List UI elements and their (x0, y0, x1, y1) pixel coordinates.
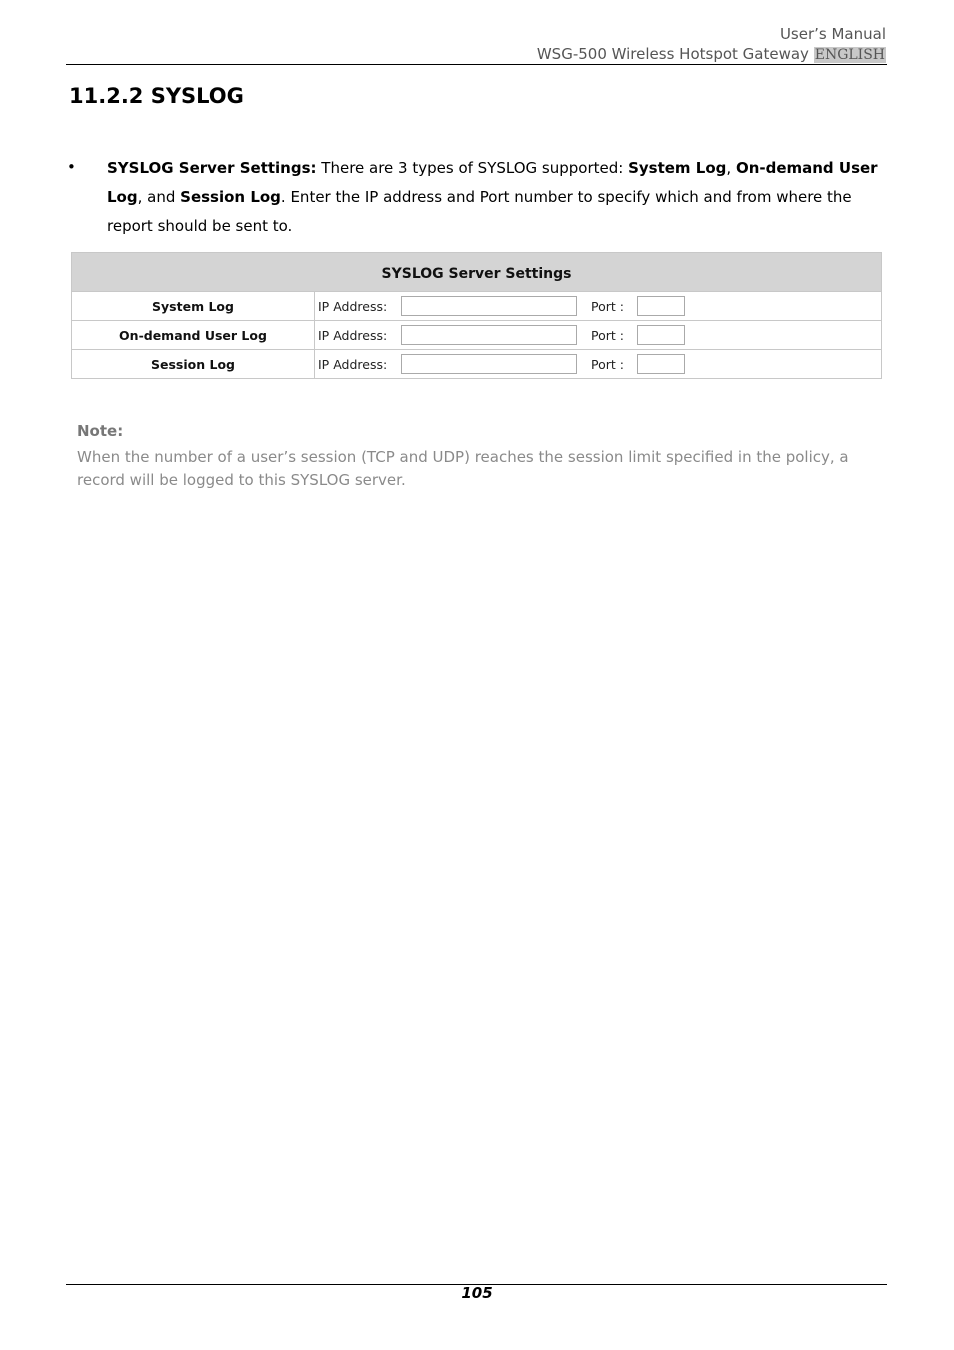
system-log-ip-input[interactable] (401, 296, 577, 316)
bullet-icon: • (67, 158, 76, 176)
description-lead: SYSLOG Server Settings: (107, 159, 317, 177)
port-label: Port : (591, 357, 624, 372)
type-system-log: System Log (628, 159, 727, 177)
table-row-system-log (72, 292, 882, 321)
ip-address-label: IP Address: (318, 328, 388, 343)
table-row-session-log (72, 350, 882, 379)
type-session-log: Session Log (180, 188, 281, 206)
row-label-session-log: Session Log (72, 350, 315, 379)
ip-address-label: IP Address: (318, 299, 388, 314)
type-on-demand-user-log: On-demand User Log (107, 159, 878, 206)
language-label: ENGLISH (814, 47, 885, 63)
port-label: Port : (591, 328, 624, 343)
description-separator-1: , (726, 159, 736, 177)
row-label-on-demand-user-log: On-demand User Log (72, 321, 315, 350)
ip-address-label: IP Address: (318, 357, 388, 372)
page-header (537, 24, 886, 65)
row-label-system-log: System Log (72, 292, 315, 321)
row-fields (315, 350, 882, 379)
session-log-ip-input[interactable] (401, 354, 577, 374)
product-name: WSG-500 Wireless Hotspot Gateway (536, 45, 809, 63)
port-label: Port : (591, 299, 624, 314)
manual-title: User’s Manual (779, 25, 886, 43)
product-title (537, 44, 886, 65)
description-separator-2: , and (137, 188, 181, 206)
note-title: Note: (77, 422, 124, 440)
on-demand-user-log-ip-input[interactable] (401, 325, 577, 345)
section-title: 11.2.2 SYSLOG (69, 84, 244, 108)
on-demand-user-log-port-input[interactable] (637, 325, 685, 345)
page-number: 105 (461, 1284, 493, 1302)
description-text-1: There are 3 types of SYSLOG supported: (316, 159, 629, 177)
description-text-2: . Enter the IP address and Port number to specify which and from where the report should be sent to. (107, 188, 852, 235)
header-divider (66, 64, 887, 65)
session-log-port-input[interactable] (637, 354, 685, 374)
syslog-description (107, 154, 885, 241)
row-fields (315, 321, 882, 350)
note-text: When the number of a user’s session (TCP and UDP) reaches the session limit specified in the policy, a record will be logged to this SYSLOG server. (77, 448, 849, 489)
table-title: SYSLOG Server Settings (72, 253, 882, 292)
row-fields (315, 292, 882, 321)
table-row-on-demand-user-log (72, 321, 882, 350)
system-log-port-input[interactable] (637, 296, 685, 316)
syslog-settings-table (71, 252, 882, 379)
